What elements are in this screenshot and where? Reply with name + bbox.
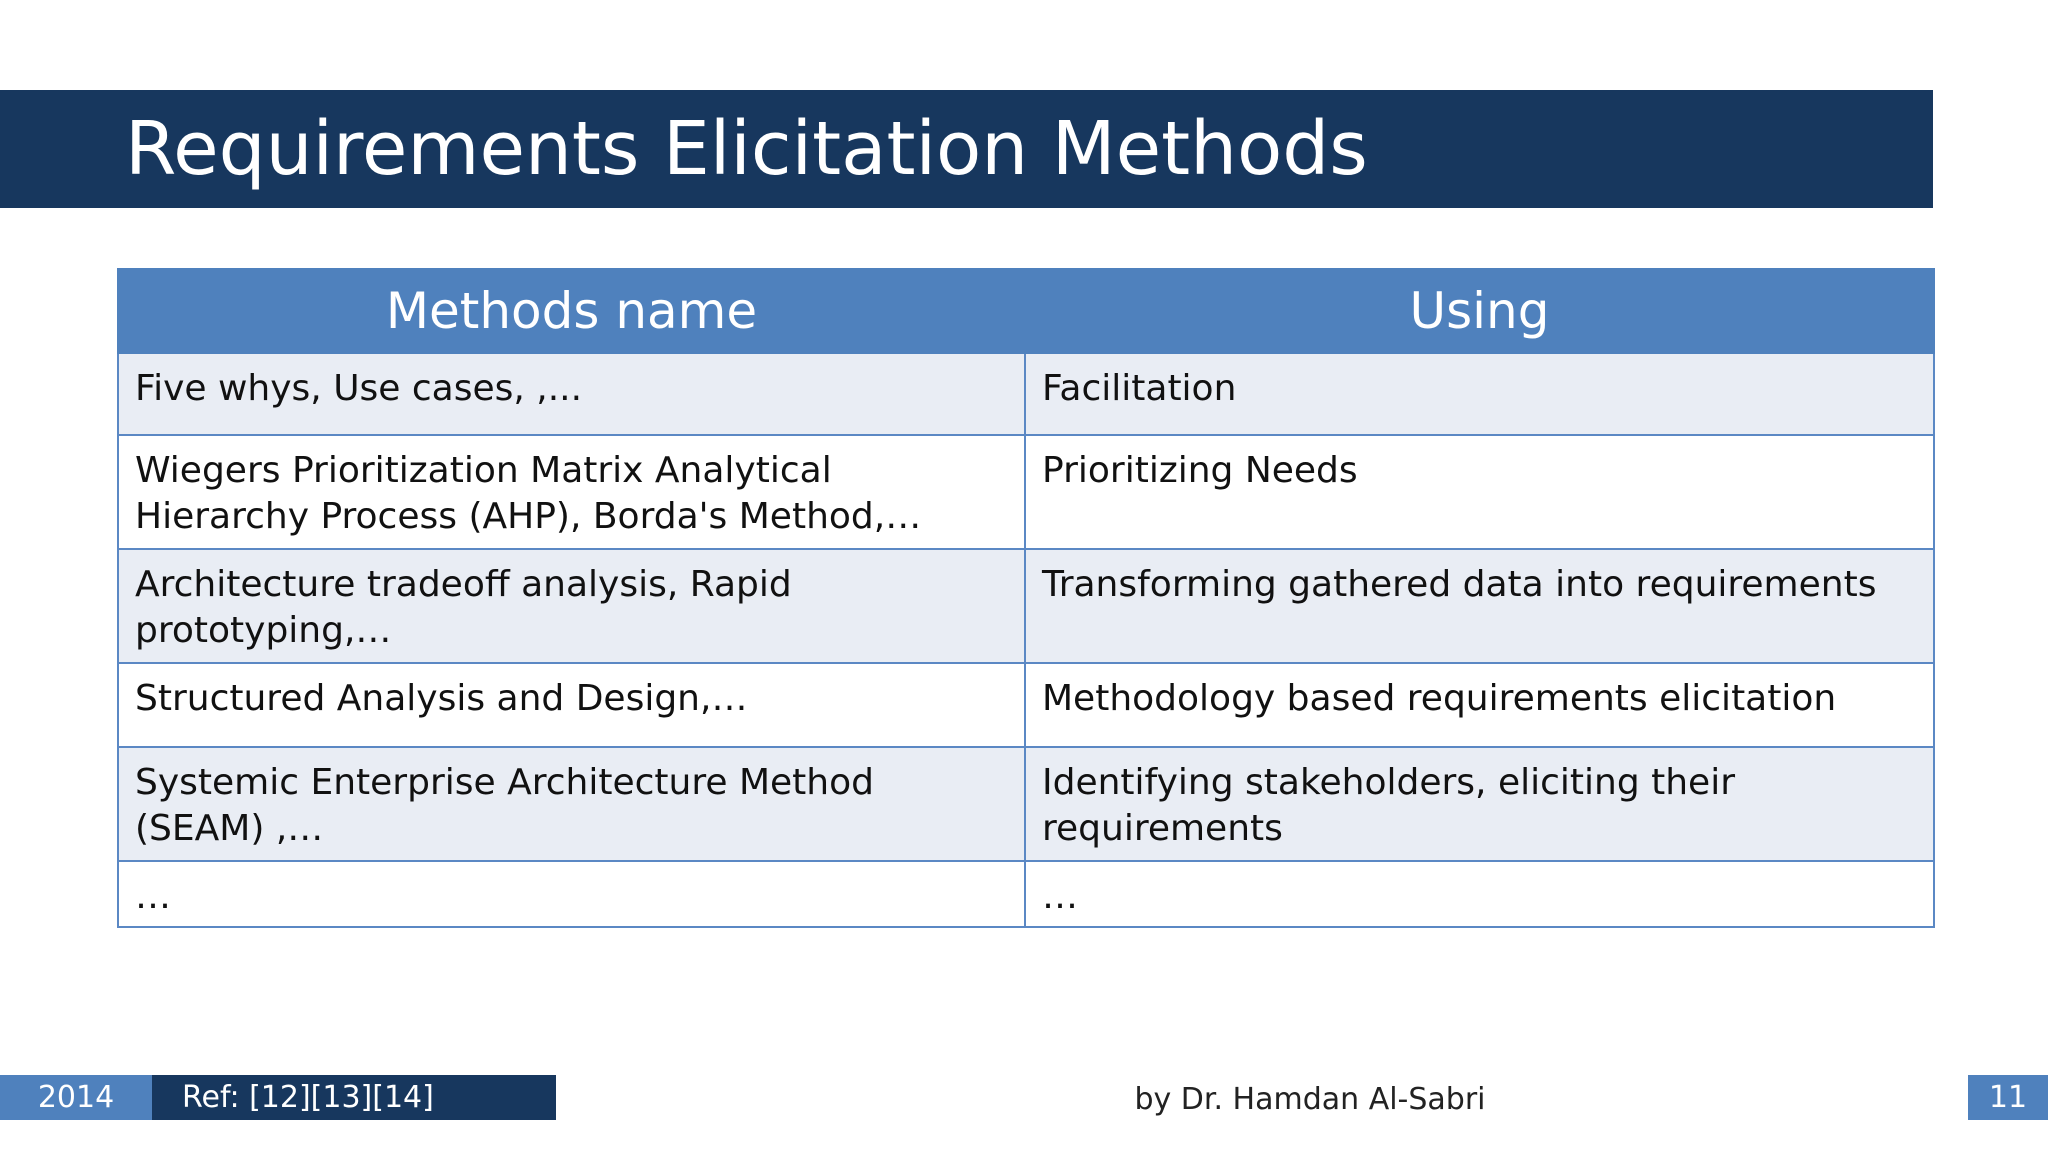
using-cell: …: [1025, 861, 1934, 927]
table-row: [118, 861, 1934, 927]
methods-table-container: [117, 268, 1933, 928]
title-bar: [0, 90, 1933, 208]
using-cell: Prioritizing Needs: [1025, 435, 1934, 549]
table-row: [118, 663, 1934, 747]
column-header-methods-name: Methods name: [118, 269, 1025, 353]
footer-reference: Ref: [12][13][14]: [152, 1075, 556, 1120]
method-name-cell: Structured Analysis and Design,…: [118, 663, 1025, 747]
methods-table: [117, 268, 1935, 928]
table-header-row: [118, 269, 1934, 353]
method-name-cell: …: [118, 861, 1025, 927]
slide-title: Requirements Elicitation Methods: [125, 106, 1368, 192]
method-name-cell: Five whys, Use cases, ,...: [118, 353, 1025, 435]
table-row: [118, 549, 1934, 663]
method-name-cell: Architecture tradeoff analysis, Rapid prototyping,…: [118, 549, 1025, 663]
column-header-using: Using: [1025, 269, 1934, 353]
method-name-cell: Systemic Enterprise Architecture Method (SEAM) ,…: [118, 747, 1025, 861]
footer-author: by Dr. Hamdan Al-Sabri: [1134, 1082, 1486, 1117]
using-cell: Methodology based requirements elicitation: [1025, 663, 1934, 747]
using-cell: Identifying stakeholders, eliciting their requirements: [1025, 747, 1934, 861]
footer-year: 2014: [0, 1075, 152, 1120]
method-name-cell: Wiegers Prioritization Matrix Analytical Hierarchy Process (AHP), Borda's Method,…: [118, 435, 1025, 549]
table-row: [118, 435, 1934, 549]
page-number: 11: [1968, 1075, 2048, 1120]
table-row: [118, 747, 1934, 861]
using-cell: Transforming gathered data into requirements: [1025, 549, 1934, 663]
using-cell: Facilitation: [1025, 353, 1934, 435]
table-row: [118, 353, 1934, 435]
